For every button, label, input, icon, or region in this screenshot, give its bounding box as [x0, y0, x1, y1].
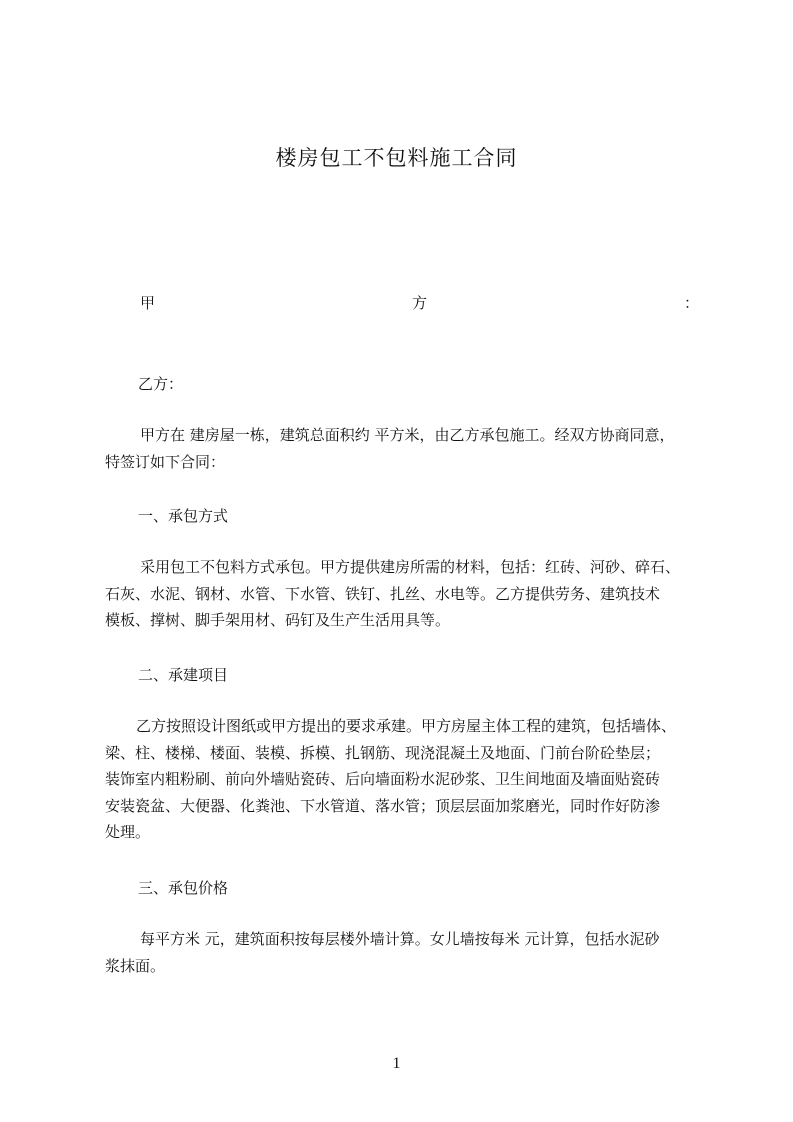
- section-3-line-2: 浆抹面。: [105, 956, 166, 975]
- section-2-line-1: 乙方按照设计图纸或甲方提出的要求承建。甲方房屋主体工程的建筑，包括墙体、: [136, 717, 677, 735]
- section-2-line-3: 装饰室内粗粉刷、前向外墙贴瓷砖、后向墙面粉水泥砂浆、卫生间地面及墙面贴瓷砖: [105, 770, 661, 788]
- party-a-line: [140, 292, 700, 316]
- section-2-paragraph: [105, 713, 705, 846]
- section-1-line-2: 石灰、水泥、钢材、水管、下水管、铁钉、扎丝、水电等。乙方提供劳务、建筑技术: [105, 584, 661, 603]
- intro-line-2: 特签订如下合同：: [105, 452, 226, 471]
- party-b-line: 乙方：: [138, 375, 184, 393]
- section-1-paragraph: [105, 554, 705, 634]
- section-2-line-4: 安装瓷盆、大便器、化粪池、下水管道、落水管；顶层层面加浆磨光，同时作好防渗: [105, 796, 661, 815]
- intro-paragraph: [105, 422, 705, 475]
- section-2-heading: 二、承建项目: [138, 666, 229, 684]
- section-1-heading: 一、承包方式: [138, 507, 229, 525]
- section-3-line-1: 每平方米 元，建筑面积按每层楼外墙计算。女儿墙按每米 元计算，包括水泥砂: [140, 930, 660, 948]
- section-3-paragraph: [105, 926, 705, 979]
- page-number: 1: [392, 1055, 401, 1072]
- section-2-line-5: 处理。: [105, 823, 151, 841]
- section-1-line-1: 采用包工不包料方式承包。甲方提供建房所需的材料，包括：红砖、河砂、碎石、: [140, 558, 681, 576]
- section-3-heading: 三、承包价格: [138, 879, 229, 897]
- party-a-char-2: 方: [412, 294, 428, 312]
- section-2-line-2: 梁、柱、楼梯、楼面、装模、拆模、扎钢筋、现浇混凝土及地面、门前台阶砼垫层；: [105, 743, 661, 762]
- party-a-colon: ：: [684, 294, 700, 312]
- section-1-line-3: 模板、撑树、脚手架用材、码钉及生产生活用具等。: [105, 611, 451, 629]
- document-title: 楼房包工不包料施工合同: [275, 146, 518, 170]
- party-a-char-1: 甲: [140, 294, 156, 312]
- intro-line-1: 甲方在 建房屋一栋，建筑总面积约 平方米，由乙方承包施工。经双方协商同意，: [140, 426, 675, 444]
